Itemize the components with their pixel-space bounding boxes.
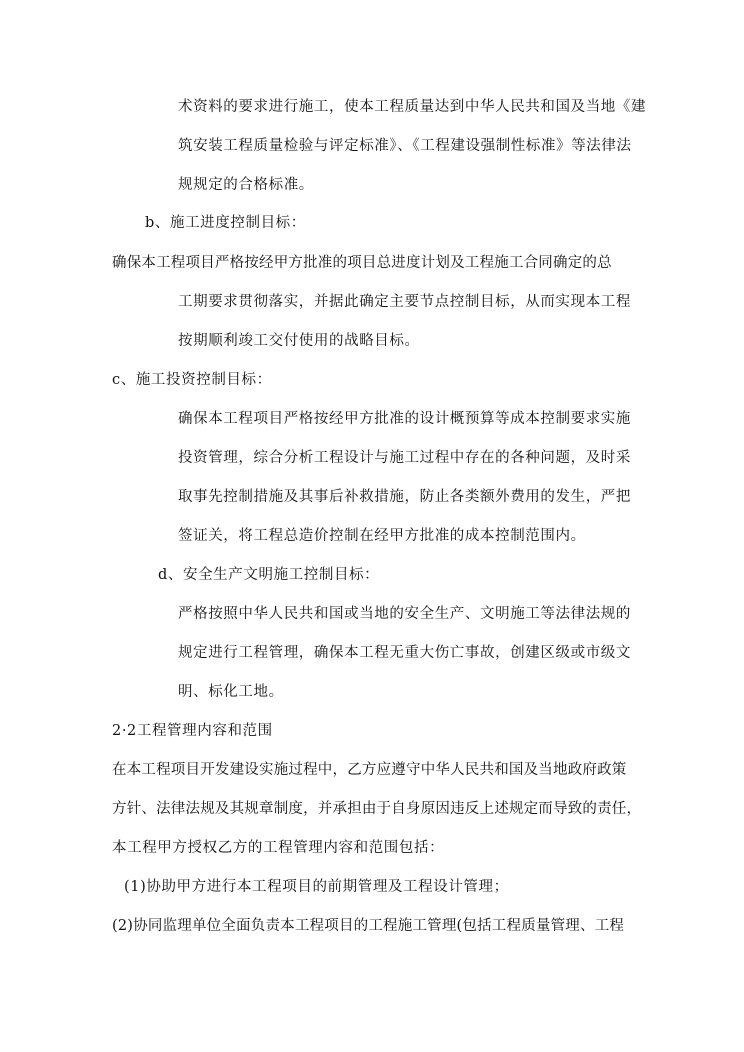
section-heading-c: c、施工投资控制目标： bbox=[112, 372, 272, 388]
list-item-2: (2)协同监理单位全面负责本工程项目的工程施工管理(包括工程质量管理、工程 bbox=[112, 918, 625, 934]
text-line: 筑安装工程质量检验与评定标准》、《工程建设强制性标准》等法律法 bbox=[178, 138, 632, 154]
text-line: 术资料的要求进行施工，使本工程质量达到中华人民共和国及当地《建 bbox=[178, 99, 647, 115]
text-line: 确保本工程项目严格按经甲方批准的项目总进度计划及工程施工合同确定的总 bbox=[112, 255, 612, 271]
text-line: 明、标化工地。 bbox=[178, 684, 284, 700]
section-heading-d: d、安全生产文明施工控制目标： bbox=[158, 567, 380, 583]
text-line: 严格按照中华人民共和国或当地的安全生产、文明施工等法律法规的 bbox=[178, 606, 631, 622]
text-line: 规定进行工程管理，确保本工程无重大伤亡事故，创建区级或市级文 bbox=[178, 645, 631, 661]
text-line: 取事先控制措施及其事后补救措施，防止各类额外费用的发生，严把 bbox=[178, 489, 631, 505]
text-line: 投资管理，综合分析工程设计与施工过程中存在的各种问题，及时采 bbox=[178, 450, 631, 466]
text-line: 在本工程项目开发建设实施过程中，乙方应遵守中华人民共和国及当地政府政策 bbox=[112, 762, 627, 778]
text-line: 签证关，将工程总造价控制在经甲方批准的成本控制范围内。 bbox=[178, 528, 586, 544]
text-line: 本工程甲方授权乙方的工程管理内容和范围包括： bbox=[112, 840, 445, 856]
text-line: 工期要求贯彻落实，并据此确定主要节点控制目标，从而实现本工程 bbox=[178, 294, 631, 310]
text-line: 确保本工程项目严格按经甲方批准的设计概预算等成本控制要求实施 bbox=[178, 411, 631, 427]
section-heading-2-2: 2·2工程管理内容和范围 bbox=[112, 723, 273, 739]
section-heading-b: b、施工进度控制目标： bbox=[145, 215, 306, 231]
text-line: 规规定的合格标准。 bbox=[178, 177, 314, 193]
list-item-1: (1)协助甲方进行本工程项目的前期管理及工程设计管理； bbox=[124, 879, 509, 895]
text-line: 方针、法律法规及其规章制度，并承担由于自身原因违反上述规定而导致的责任， bbox=[112, 801, 642, 817]
text-line: 按期顺利竣工交付使用的战略目标。 bbox=[178, 333, 420, 349]
